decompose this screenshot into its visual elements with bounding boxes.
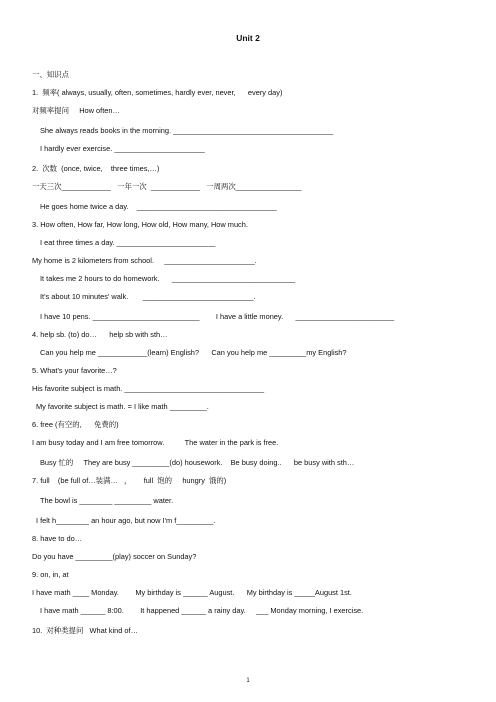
item-9-heading: 9. on, in, at xyxy=(32,570,69,579)
section-heading: 一、知识点 xyxy=(32,70,69,79)
page-title: Unit 2 xyxy=(236,33,260,43)
item-10-heading: 10. 对种类提问 What kind of… xyxy=(32,626,138,635)
exercise-line: Can you help me ____________(learn) English? Can you help me _________my English? xyxy=(40,348,347,357)
exercise-line: He goes home twice a day. __________________________________ xyxy=(40,202,277,211)
exercise-line: I have 10 pens. __________________________ I have a little money. ________________________ xyxy=(40,312,395,321)
exercise-line: I have math ______ 8:00. It happened ______ a rainy day. ___ Monday morning, I exercise. xyxy=(40,606,364,615)
item-2-heading: 2. 次数 (once, twice, three times,…) xyxy=(32,164,160,173)
exercise-line: I eat three times a day. ________________________ xyxy=(40,238,216,247)
item-8-heading: 8. have to do… xyxy=(32,534,83,543)
item-5-heading: 5. What's your favorite…? xyxy=(32,366,117,375)
item-1-subheading: 对频率提问 How often… xyxy=(32,106,120,115)
exercise-line: My favorite subject is math. = I like math _________. xyxy=(36,402,209,411)
exercise-line: His favorite subject is math. __________________________________ xyxy=(32,384,265,393)
exercise-line: She always reads books in the morning. _______________________________________ xyxy=(40,126,334,135)
exercise-line: Do you have _________(play) soccer on Sunday? xyxy=(32,552,197,561)
example-line: I am busy today and I am free tomorrow. The water in the park is free. xyxy=(32,438,279,447)
exercise-line: It's about 10 minutes' walk. ___________________________. xyxy=(40,292,256,301)
exercise-line: I felt h________ an hour ago, but now I'm f_________. xyxy=(36,516,216,525)
exercise-line: I have math ____ Monday. My birthday is ______ August. My birthday is _____August 1st. xyxy=(32,588,352,597)
exercise-line: The bowl is ________ _________ water. xyxy=(40,496,174,505)
exercise-line: Busy 忙的 They are busy _________(do) housework. Be busy doing.. be busy with sth… xyxy=(40,458,355,467)
item-7-heading: 7. full (be full of…装满… ， full 饱的 hungry 饿的) xyxy=(32,476,227,485)
exercise-line: It takes me 2 hours to do homework. ______________________________ xyxy=(40,274,296,283)
exercise-line: I hardly ever exercise. ______________________ xyxy=(40,144,205,153)
exercise-line: My home is 2 kilometers from school. ______________________. xyxy=(32,256,257,265)
item-3-heading: 3. How often, How far, How long, How old, How many, How much. xyxy=(32,220,248,229)
page-number: 1 xyxy=(246,678,250,684)
item-6-heading: 6. free (有空的, 免费的) xyxy=(32,420,119,429)
exercise-line: 一天三次____________ 一年一次 ____________ 一周两次________________ xyxy=(32,182,302,191)
item-1-heading: 1. 频率( always, usually, often, sometimes, hardly ever, never, every day) xyxy=(32,88,283,97)
item-4-heading: 4. help sb. (to) do… help sb with sth… xyxy=(32,330,168,339)
